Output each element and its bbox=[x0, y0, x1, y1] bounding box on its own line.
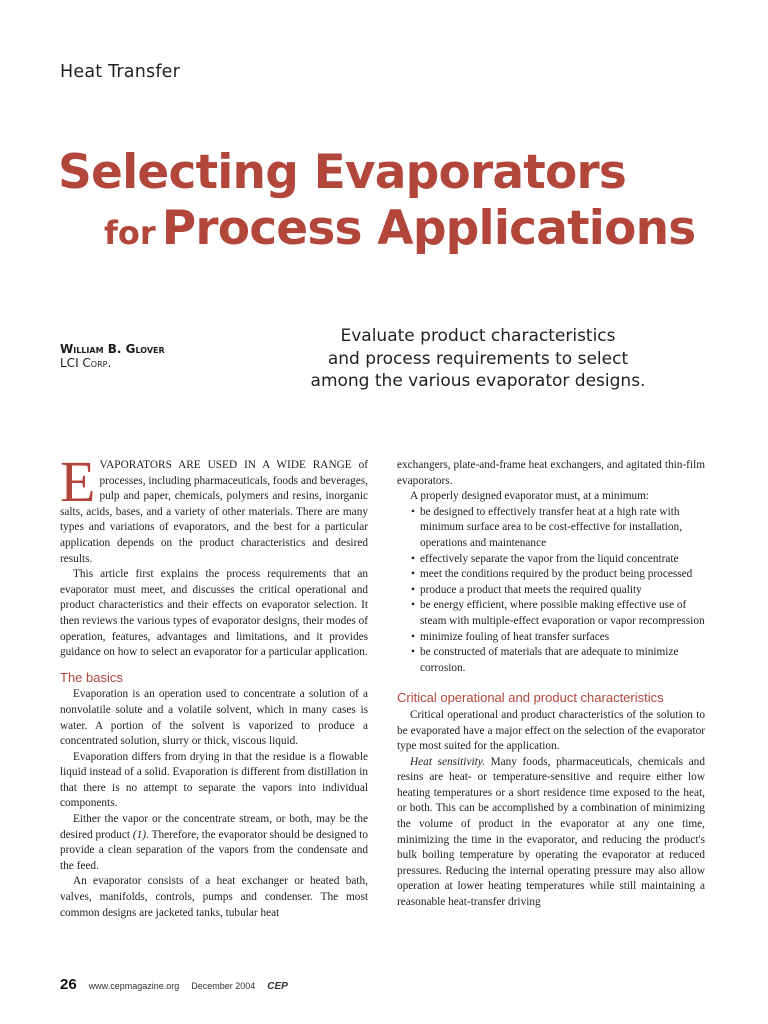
body-paragraph bbox=[397, 755, 705, 911]
body-paragraph: Evaporation differs from drying in that the residue is a flowable liquid instead of a solid. Evaporation is different from distillation in that there is no attempt to separate the vapors into individual components. bbox=[60, 750, 368, 810]
right-column bbox=[397, 458, 705, 911]
citation-reference: (1) bbox=[132, 828, 147, 841]
intro-paragraph bbox=[60, 449, 368, 567]
title-main: Process Applications bbox=[161, 201, 696, 256]
title-line-1: Selecting Evaporators bbox=[58, 145, 627, 200]
title-line-2 bbox=[58, 201, 695, 261]
page-footer bbox=[60, 976, 288, 993]
article-title bbox=[58, 145, 695, 261]
section-heading-characteristics: Critical operational and product characteristics bbox=[397, 690, 664, 706]
list-item: • be constructed of materials that are adequate to minimize corrosion. bbox=[411, 645, 705, 676]
left-column bbox=[60, 449, 369, 921]
article-deck bbox=[290, 325, 666, 393]
run-in-heading: Heat sensitivity. bbox=[410, 755, 485, 768]
drop-cap: E bbox=[60, 449, 96, 514]
body-paragraph: exchangers, plate-and-frame heat exchangers, and agitated thin-film evaporators. bbox=[397, 459, 705, 487]
deck-line-3: among the various evaporator designs. bbox=[310, 371, 646, 391]
body-text: Either the vapor or the concentrate stream, or both, may be the desired product bbox=[60, 813, 368, 841]
section-heading-basics: The basics bbox=[60, 669, 123, 685]
body-paragraph: A properly designed evaporator must, at a minimum: bbox=[410, 490, 650, 503]
body-paragraph: Critical operational and product characteristics of the solution to be evaporated have a major effect on the selection of the evaporator type most suited for the application. bbox=[397, 708, 705, 753]
title-for: for bbox=[104, 214, 156, 252]
intro-text: of processes, including pharmaceuticals, foods and beverages, pulp and paper, chemicals, polymers and resins, inorganic salts, acids, bases, and a variety of other materials. There are many types and variations of evaporators, and the best for a particular application depends on the product characteristics and desired results. bbox=[60, 459, 368, 565]
list-item: • minimize fouling of heat transfer surfaces bbox=[411, 630, 705, 646]
footer-url: www.cepmagazine.org bbox=[88, 981, 180, 991]
requirements-list bbox=[397, 505, 705, 677]
author-name: William B. Glover bbox=[60, 342, 165, 356]
author-block bbox=[60, 342, 165, 370]
list-item: • be energy efficient, where possible making effective use of steam with multiple-effect evaporation or vapor recompression bbox=[411, 598, 705, 629]
page-number: 26 bbox=[60, 976, 77, 993]
list-item: • meet the conditions required by the product being processed bbox=[411, 567, 705, 583]
author-affiliation: LCI Corp. bbox=[60, 356, 112, 370]
deck-line-2: and process requirements to select bbox=[327, 348, 629, 369]
body-paragraph: Evaporation is an operation used to concentrate a solution of a nonvolatile solute and a volatile solvent, which in many cases is water. A portion of the solvent is vaporized to produce a concentrated solution, slurry or thick, viscous liquid. bbox=[60, 688, 368, 748]
body-paragraph bbox=[60, 812, 368, 874]
footer-date: December 2004 bbox=[191, 981, 256, 991]
body-paragraph: This article first explains the process requirements that an evaporator must meet, and discusses the critical operational and product characteristics and their effects on evaporator selection. It then reviews the various types of evaporator designs, their modes of operation, features, advantages and limitations, and it provides guidance on how to select an evaporator for a particular application. bbox=[60, 568, 368, 659]
body-text: . Therefore, the evaporator should be designed to provide a clean separation of the vapors from the condensate and the feed. bbox=[60, 828, 369, 872]
list-item: • be designed to effectively transfer heat at a high rate with minimum surface area to be cost-effective for installation, operations and maintenance bbox=[411, 505, 705, 552]
deck-line-1: Evaluate product characteristics bbox=[340, 326, 616, 346]
body-text: Many foods, pharmaceuticals, chemicals and resins are heat- or temperature-sensitive and require either low heating temperatures or a short residence time exposed to the heat, or both. This can be accomplished by a combination of minimizing the volume of product in the evaporator at any one time, minimizing the time in the evaporator, and reducing the product's bulk boiling temperature by operating the evaporator at reduced pressures. Reducing the internal operating pressure may also allow operation at lower heating temperatures while still maintaining a reasonable heat-transfer driving bbox=[397, 755, 705, 909]
list-item: • effectively separate the vapor from the liquid concentrate bbox=[411, 552, 705, 568]
section-label: Heat Transfer bbox=[60, 62, 181, 82]
list-item: • produce a product that meets the required quality bbox=[411, 583, 705, 599]
footer-magazine: CEP bbox=[267, 981, 288, 992]
body-paragraph: An evaporator consists of a heat exchanger or heated bath, valves, manifolds, controls, pumps and condenser. The most common designs are jacketed tanks, tubular heat bbox=[60, 875, 368, 919]
lead-in-caps: VAPORATORS ARE USED IN A WIDE RANGE bbox=[99, 459, 352, 471]
